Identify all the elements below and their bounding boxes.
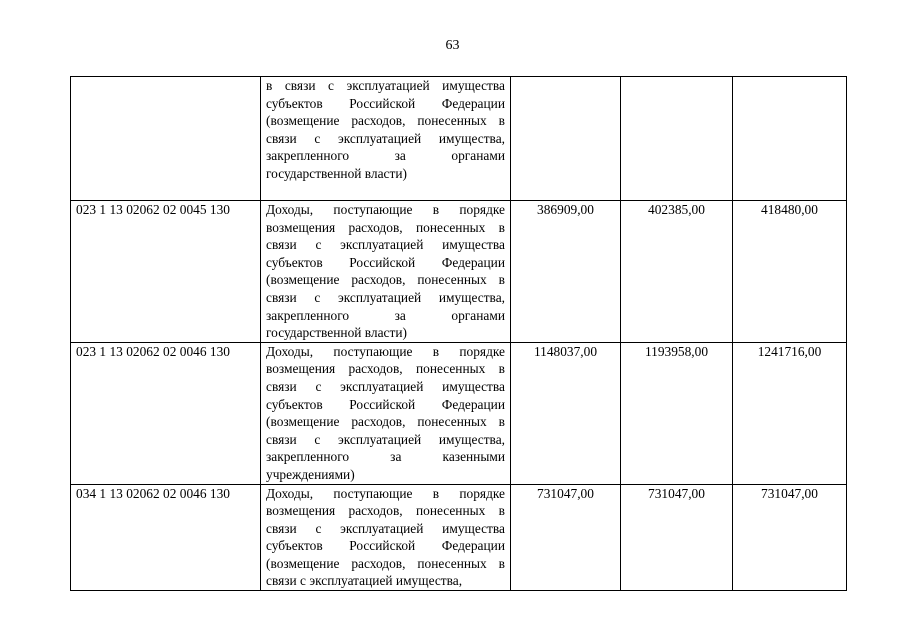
description-text: Доходы, поступающие в порядке возмещения расходов, понесенных в связи с эксплуатацией имущества субъектов Российской Федерации (возмещение расходов, понесенных в связи с эксплуатацией имущества, закрепленного за органами государственной власти) xyxy=(266,202,505,341)
description-text: Доходы, поступающие в порядке возмещения расходов, понесенных в связи с эксплуатацией имущества субъектов Российской Федерации (возмещение расходов, понесенных в связи с эксплуатацией имущества, xyxy=(266,485,505,589)
budget-code-cell: 023 1 13 02062 02 0045 130 xyxy=(71,201,261,343)
amount-year1-cell: 731047,00 xyxy=(511,484,621,591)
table-row xyxy=(71,484,847,591)
revenue-table xyxy=(70,76,847,591)
amount-year3-cell xyxy=(733,77,847,201)
description-cell xyxy=(261,342,511,484)
amount-year2-cell: 731047,00 xyxy=(621,484,733,591)
description-cell xyxy=(261,77,511,201)
amount-year3-cell: 731047,00 xyxy=(733,484,847,591)
amount-year1-cell xyxy=(511,77,621,201)
table-row xyxy=(71,201,847,343)
amount-year2-cell: 402385,00 xyxy=(621,201,733,343)
amount-year1-cell: 386909,00 xyxy=(511,201,621,343)
description-text: Доходы, поступающие в порядке возмещения расходов, понесенных в связи с эксплуатацией имущества субъектов Российской Федерации (возмещение расходов, понесенных в связи с эксплуатацией имущества, закрепленного за казенными учреждениями) xyxy=(266,343,505,482)
budget-code-cell: 023 1 13 02062 02 0046 130 xyxy=(71,342,261,484)
amount-year3-cell: 418480,00 xyxy=(733,201,847,343)
table-row xyxy=(71,77,847,201)
amount-year2-cell xyxy=(621,77,733,201)
budget-code-cell xyxy=(71,77,261,201)
description-cell xyxy=(261,201,511,343)
amount-year3-cell: 1241716,00 xyxy=(733,342,847,484)
amount-year2-cell: 1193958,00 xyxy=(621,342,733,484)
page-number: 63 xyxy=(445,38,460,53)
description-cell xyxy=(261,484,511,591)
amount-year1-cell: 1148037,00 xyxy=(511,342,621,484)
budget-code-cell: 034 1 13 02062 02 0046 130 xyxy=(71,484,261,591)
table-row xyxy=(71,342,847,484)
description-text: в связи с эксплуатацией имущества субъектов Российской Федерации (возмещение расходов, понесенных в связи с эксплуатацией имущества, закрепленного за органами государственной власти) xyxy=(266,78,505,181)
